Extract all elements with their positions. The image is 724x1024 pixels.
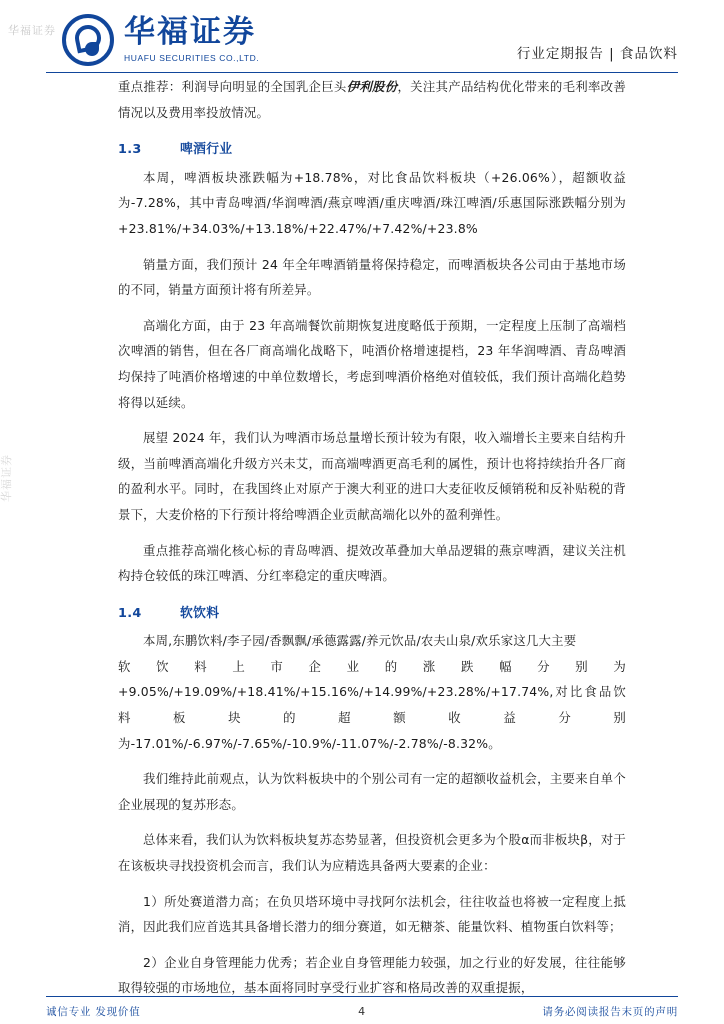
paragraph-top-lead: 重点推荐：利润导向明显的全国乳企巨头 <box>118 79 347 94</box>
paragraph-soft-5: 总体来看，我们认为饮料板块复苏态势显著，但投资机会更多为个股α而非板块β，对于在该板块寻找投资机会而言，我们认为应精选具备两大要素的企业： <box>118 832 626 874</box>
paragraph-soft-4: 我们维持此前观点，认为饮料板块中的个别公司有一定的超额收益机会，主要来自单个企业展现的复苏形态。 <box>118 771 626 812</box>
footer-disclaimer: 请务必阅读报告末页的声明 <box>542 1005 678 1018</box>
paragraph-soft-3: +9.05%/+19.09%/+18.41%/+15.16%/+14.99%/+23.28%/+17.74%,对比食品饮料板块的超额收益分别为-17.01%/-6.97%/-7.65%/-10.9%/-11.07%/-2.78%/-8.32%。 <box>118 684 626 751</box>
header-divider <box>46 72 678 73</box>
section-number-1-4: 1.4 <box>118 605 142 621</box>
footer-divider <box>46 996 678 997</box>
section-heading-1-3 <box>118 137 626 163</box>
paragraph-soft-1: 本周,东鹏饮料/李子园/香飘飘/承德露露/养元饮品/农夫山泉/欢乐家这几大主要 <box>143 633 577 649</box>
paragraph-beer-1: 本周，啤酒板块涨跌幅为+18.78%，对比食品饮料板块（+26.06%），超额收益为-7.28%，其中青岛啤酒/华润啤酒/燕京啤酒/重庆啤酒/珠江啤酒/乐惠国际涨跌幅分别为+23.81%/+34.03%/+13.18%/+22.47%/+7.42%/+23.8% <box>118 169 626 236</box>
page-footer <box>46 1001 678 1021</box>
header-report-label: 行业定期报告 | 食品饮料 <box>516 46 678 62</box>
company-logo <box>62 14 259 66</box>
section-heading-1-4 <box>118 601 626 627</box>
watermark-top: 华福证券 <box>8 24 56 37</box>
logo-text <box>124 14 260 64</box>
section-title-1-4: 软饮料 <box>180 605 220 621</box>
paragraph-beer-4: 展望 2024 年，我们认为啤酒市场总量增长预计较为有限，收入端增长主要来自结构升级，当前啤酒高端化升级方兴未艾，而高端啤酒更高毛利的属性，预计也将持续抬升各厂商的盈利水平。同时，在我国终止对原产于澳大利亚的进口大麦征收反倾销税和反补贴税的背景下，大麦价格的下行预计将给啤酒企业贡献高端化以外的盈利弹性。 <box>118 430 626 522</box>
highlight-stock-name: 伊利股份 <box>346 79 398 94</box>
section-number-1-3: 1.3 <box>118 142 142 158</box>
paragraph-top <box>118 74 626 125</box>
paragraph-soft-6: 1）所处赛道潜力高；在负贝塔环境中寻找阿尔法机会，往往收益也将被一定程度上抵消，因此我们应首选其具备增长潜力的细分赛道，如无糖茶、能量饮料、植物蛋白饮料等； <box>118 893 626 935</box>
paragraph-soft-2: 软 饮 料 上 市 企 业 的 涨 跌 幅 分 别 为 <box>118 658 626 674</box>
paragraph-top-tail: ，关注其产品结构优化带来的毛利率改善情况以及费用率投放情况。 <box>118 79 626 120</box>
paragraph-beer-5: 重点推荐高端化核心标的青岛啤酒、提效改革叠加大单品逻辑的燕京啤酒，建议关注机构持仓较低的珠江啤酒、分红率稳定的重庆啤酒。 <box>118 542 626 584</box>
page-header <box>0 0 724 78</box>
section-title-1-3: 啤酒行业 <box>180 142 233 158</box>
paragraph-beer-3: 高端化方面，由于 23 年高端餐饮前期恢复进度略低于预期，一定程度上压制了高端档次啤酒的销售，但在各厂商高端化战略下，吨酒价格增速提档，23 年华润啤酒、青岛啤酒均保持了吨酒价格增速的中单位数增长，考虑到啤酒价格绝对值较低，我们预计高端化趋势将得以延续。 <box>118 317 626 410</box>
page-number: 4 <box>358 1004 366 1018</box>
paragraph-beer-2: 销量方面，我们预计 24 年全年啤酒销量将保持稳定，而啤酒板块各公司由于基地市场的不同，销量方面预计将有所差异。 <box>118 256 626 298</box>
page-content <box>118 74 626 1001</box>
watermark-left: 华福证券 <box>0 454 13 502</box>
footer-slogan: 诚信专业 发现价值 <box>46 1005 141 1018</box>
logo-name-en: HUAFU SECURITIES CO.,LTD. <box>124 53 260 64</box>
logo-name-cn: 华福证券 <box>124 14 256 51</box>
paragraph-soft-7: 2）企业自身管理能力优秀；若企业自身管理能力较强，加之行业的好发展，往往能够取得较强的市场地位，基本面将同时享受行业扩容和格局改善的双重提振， <box>118 954 626 996</box>
logo-mark-icon <box>62 14 114 66</box>
